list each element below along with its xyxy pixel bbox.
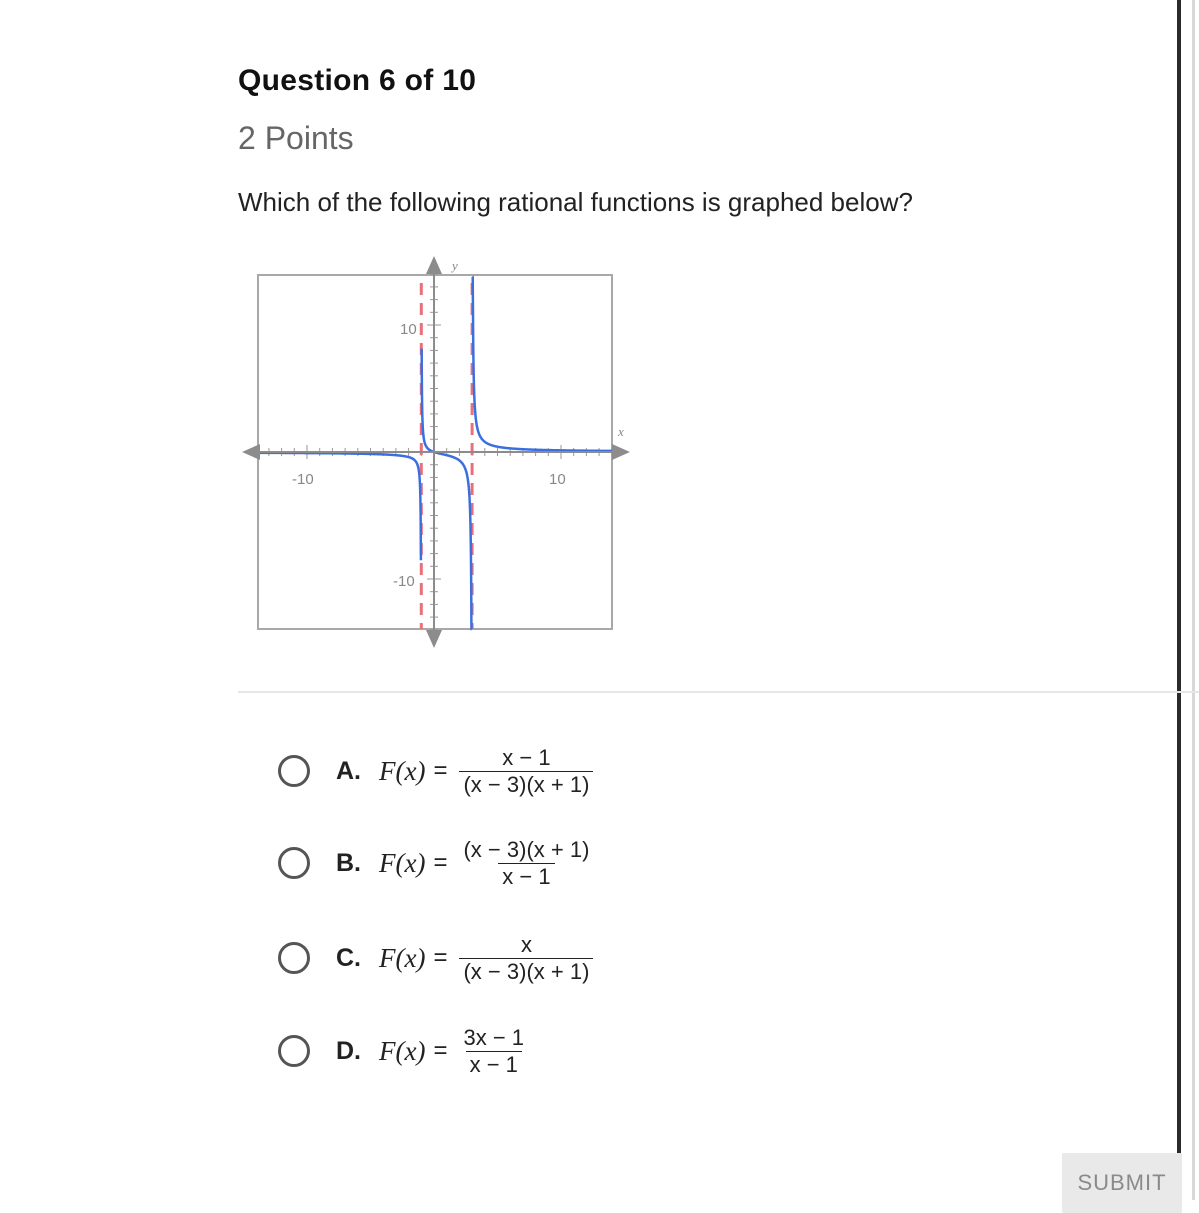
numerator: (x − 3)(x + 1) xyxy=(463,836,590,862)
divider xyxy=(238,691,1199,693)
fraction xyxy=(459,1025,528,1078)
choice-b[interactable] xyxy=(278,833,593,893)
fraction xyxy=(459,745,593,798)
scrollbar-track[interactable] xyxy=(1192,0,1195,1200)
y-tick-label-10: 10 xyxy=(400,321,417,338)
y-axis-top-arrow xyxy=(426,256,442,274)
choice-letter: D. xyxy=(336,1036,361,1065)
radio-button-c[interactable] xyxy=(278,942,310,974)
x-tick-label-neg10: -10 xyxy=(292,471,314,488)
y-axis-label: y xyxy=(452,258,458,273)
numerator: x xyxy=(520,931,532,957)
equals-sign: = xyxy=(433,944,448,971)
x-axis-left-arrow xyxy=(242,444,260,460)
equals-sign: = xyxy=(433,849,448,876)
x-axis-label: x xyxy=(618,424,624,439)
denominator: x − 1 xyxy=(498,863,554,890)
choice-letter: A. xyxy=(336,756,361,785)
choice-letter: B. xyxy=(336,848,361,877)
choice-a[interactable] xyxy=(278,741,593,801)
equals-sign: = xyxy=(433,757,448,784)
x-axis-right-arrow xyxy=(612,444,630,460)
question-number: Question 6 of 10 xyxy=(238,64,477,97)
radio-button-a[interactable] xyxy=(278,755,310,787)
question-prompt: Which of the following rational functions is graphed below? xyxy=(238,187,913,217)
graph-svg xyxy=(238,252,638,652)
function-name: F(x) xyxy=(379,1035,426,1066)
radio-button-d[interactable] xyxy=(278,1035,310,1067)
choice-d[interactable] xyxy=(278,1021,528,1081)
y-axis-bottom-arrow xyxy=(426,630,442,648)
denominator: (x − 3)(x + 1) xyxy=(459,958,593,985)
y-tick-label-neg10: -10 xyxy=(393,573,415,590)
window-edge xyxy=(1177,0,1181,1200)
question-points: 2 Points xyxy=(238,120,354,156)
choice-letter: C. xyxy=(336,943,361,972)
numerator: 3x − 1 xyxy=(463,1024,525,1050)
function-graph xyxy=(238,252,638,657)
fraction xyxy=(459,932,593,985)
denominator: x − 1 xyxy=(466,1051,522,1078)
submit-button[interactable]: SUBMIT xyxy=(1062,1153,1182,1213)
x-tick-label-10: 10 xyxy=(549,471,566,488)
choice-c[interactable] xyxy=(278,928,593,988)
radio-button-b[interactable] xyxy=(278,847,310,879)
numerator: x − 1 xyxy=(502,744,551,770)
fraction xyxy=(459,837,593,890)
function-name: F(x) xyxy=(379,847,426,878)
denominator: (x − 3)(x + 1) xyxy=(459,771,593,798)
function-name: F(x) xyxy=(379,755,426,786)
function-name: F(x) xyxy=(379,942,426,973)
equals-sign: = xyxy=(433,1037,448,1064)
